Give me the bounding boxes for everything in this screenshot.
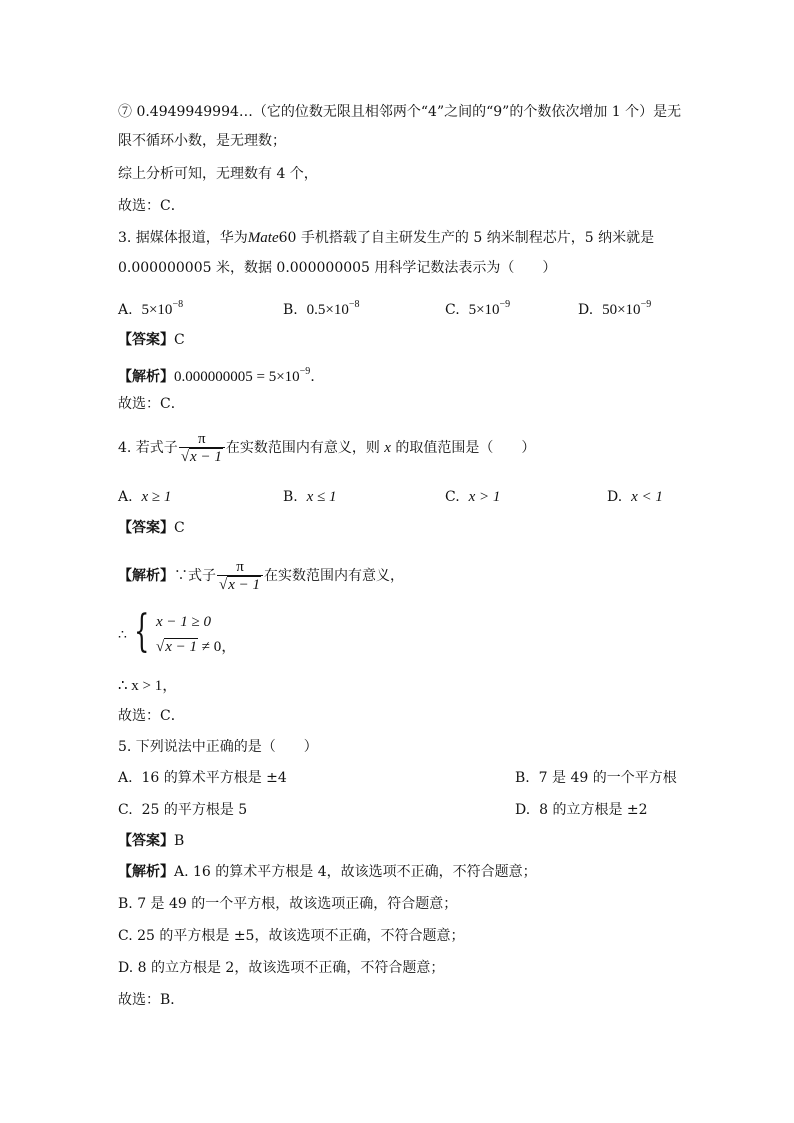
q4-stem: 4. 若式子 $\frac{\pi}{√x - 1}$ 在实数范围内有意义，则 x 的取值范围是（ ） (118, 430, 536, 465)
q3-option-b: B. $0.5\times 10^{-8}$ (283, 299, 360, 318)
q3-choice: 故选：C． (118, 396, 185, 412)
q4-inequality-system: { x − 1 ≥ 0 √x − 1 ≠ 0， (134, 606, 237, 657)
q5-analysis-a: 【解析】A. 16 的算术平方根是 4，故该选项不正确，不符合题意； (118, 864, 537, 880)
q3-option-d: D. $50\times 10^{-9}$ (578, 299, 652, 318)
intro-choice: 故选：C． (118, 198, 185, 214)
q5-option-d: D. 8 的立方根是 ±2 (515, 802, 648, 818)
intro-summary: 综上分析可知，无理数有 4 个， (118, 166, 318, 182)
q5-option-b: B. 7 是 49 的一个平方根 (515, 770, 677, 786)
q4-analysis: 【解析】∵式子 $\frac{\pi}{√x - 1}$ 在实数范围内有意义， (118, 558, 405, 593)
q4-analysis-fraction: $\frac{\pi}{√x - 1}$ (217, 559, 263, 594)
q4-option-d: D. x < 1 (607, 489, 663, 505)
q4-fraction: $\frac{\pi}{√x - 1}$ (179, 431, 225, 466)
q5-stem: 5. 下列说法中正确的是（ ） (118, 739, 318, 755)
q3-option-c: C. $5\times 10^{-9}$ (445, 299, 511, 318)
q3-stem-line-2: 0.000000005 米，数据 0.000000005 用科学记数法表示为（ ） (118, 260, 557, 276)
q4-result: ∴ x > 1， (118, 678, 178, 694)
brace-icon: { (134, 606, 150, 657)
intro-line-2: 限不循环小数，是无理数； (118, 133, 286, 149)
q4-answer: 【答案】C (118, 520, 185, 536)
q3-analysis: 【解析】$0.000000005 = 5\times 10^{-9}$． (118, 366, 325, 385)
q4-option-b: B. x ≤ 1 (283, 489, 337, 505)
q5-option-c: C. 25 的平方根是 5 (118, 802, 248, 818)
q5-option-a: A. 16 的算术平方根是 ±4 (118, 770, 287, 786)
q3-stem-line-1: 3. 据媒体报道，华为Mate60 手机搭载了自主研发生产的 5 纳米制程芯片，5 纳米就是 (118, 230, 655, 246)
q5-analysis-b: B. 7 是 49 的一个平方根，故该选项正确，符合题意； (118, 896, 458, 912)
q4-option-c: C. x > 1 (445, 489, 501, 505)
q5-answer: 【答案】B (118, 833, 185, 849)
q4-choice: 故选：C． (118, 708, 185, 724)
q3-answer: 【答案】C (118, 332, 185, 348)
q4-therefore-symbol: ∴ (118, 627, 127, 643)
q5-analysis-c: C. 25 的平方根是 ±5，故该选项不正确，不符合题意； (118, 928, 465, 944)
q4-option-a: A. x ≥ 1 (118, 489, 172, 505)
intro-line-1: ⑦ 0.4949949994…（它的位数无限且相邻两个“4”之间的“9”的个数依次增加 1 个）是无 (118, 104, 682, 120)
q5-analysis-d: D. 8 的立方根是 2，故该选项不正确，不符合题意； (118, 960, 445, 976)
q3-option-a: A. $5\times 10^{-8}$ (118, 299, 184, 318)
q5-choice: 故选：B． (118, 992, 185, 1008)
q3-mate: Mate (247, 230, 279, 246)
